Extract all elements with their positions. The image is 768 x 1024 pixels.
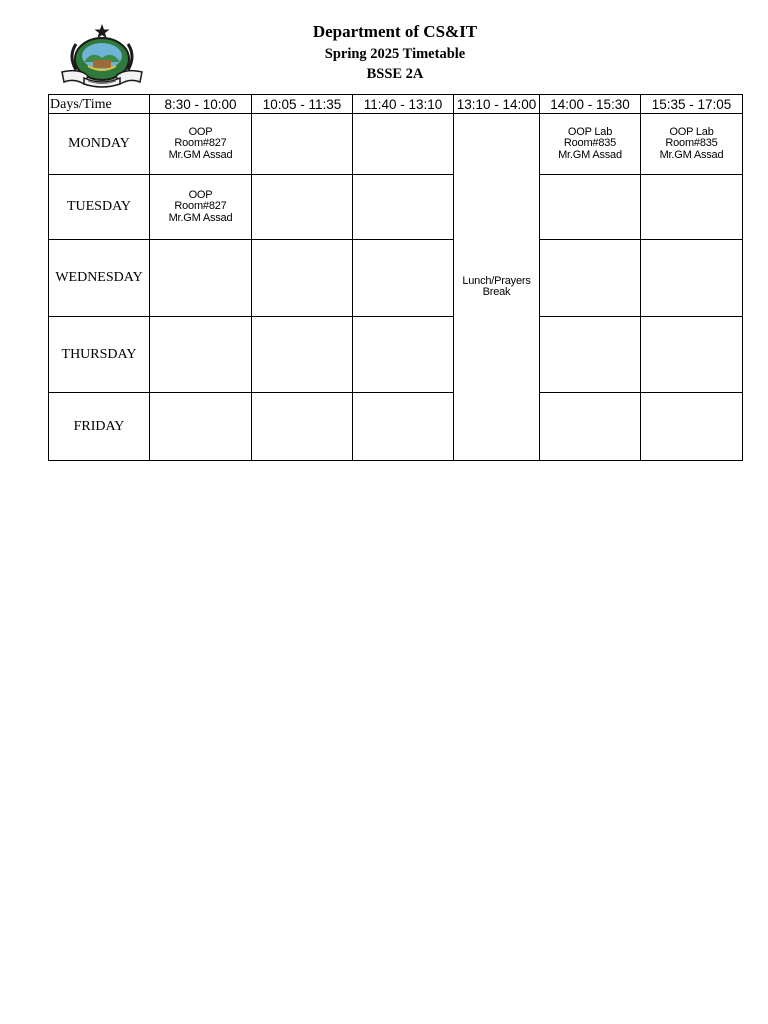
header-row <box>49 95 743 114</box>
day-label: THURSDAY <box>49 317 150 393</box>
time-slot-header: 10:05 - 11:35 <box>252 95 353 114</box>
day-row-monday <box>49 114 743 175</box>
course-name: OOP Lab <box>669 125 714 138</box>
empty-cell <box>641 317 743 393</box>
lunch-break-cell <box>454 114 540 461</box>
empty-cell <box>353 114 454 175</box>
empty-cell <box>252 393 353 461</box>
empty-cell <box>540 240 641 317</box>
department-title: Department of CS&IT <box>312 22 478 41</box>
class-cell <box>540 114 641 175</box>
room-number: Room#827 <box>174 200 227 213</box>
course-name: OOP <box>188 188 213 201</box>
title-block <box>0 20 768 85</box>
empty-cell <box>353 393 454 461</box>
time-slot-header: 15:35 - 17:05 <box>641 95 743 114</box>
course-name: OOP <box>188 125 213 138</box>
room-number: Room#827 <box>174 137 227 150</box>
day-row-friday <box>49 393 743 461</box>
empty-cell <box>540 175 641 240</box>
day-label: TUESDAY <box>49 175 150 240</box>
day-row-tuesday <box>49 175 743 240</box>
room-number: Room#835 <box>665 137 718 150</box>
empty-cell <box>150 317 252 393</box>
time-slot-header: 14:00 - 15:30 <box>540 95 641 114</box>
time-slot-header: 11:40 - 13:10 <box>353 95 454 114</box>
empty-cell <box>150 393 252 461</box>
empty-cell <box>252 240 353 317</box>
empty-cell <box>353 240 454 317</box>
class-cell <box>150 114 252 175</box>
day-row-thursday <box>49 317 743 393</box>
break-label-line: Lunch/Prayers <box>462 274 531 287</box>
time-slot-header: 13:10 - 14:00 <box>454 95 540 114</box>
empty-cell <box>150 240 252 317</box>
empty-cell <box>540 393 641 461</box>
break-label-line: Break <box>482 286 511 298</box>
time-slot-header: 8:30 - 10:00 <box>150 95 252 114</box>
instructor-name: Mr.GM Assad <box>168 148 233 161</box>
instructor-name: Mr.GM Assad <box>168 211 233 224</box>
term-title: Spring 2025 Timetable <box>324 46 466 62</box>
empty-cell <box>252 317 353 393</box>
section-title: BSSE 2A <box>366 66 424 82</box>
day-row-wednesday <box>49 240 743 317</box>
empty-cell <box>540 317 641 393</box>
empty-cell <box>641 240 743 317</box>
empty-cell <box>641 393 743 461</box>
day-label: WEDNESDAY <box>49 240 150 317</box>
class-cell <box>641 114 743 175</box>
instructor-name: Mr.GM Assad <box>558 148 622 161</box>
room-number: Room#835 <box>563 137 617 150</box>
empty-cell <box>641 175 743 240</box>
instructor-name: Mr.GM Assad <box>659 148 724 161</box>
day-label: FRIDAY <box>49 393 150 461</box>
class-cell <box>150 175 252 240</box>
empty-cell <box>252 114 353 175</box>
timetable <box>48 94 743 461</box>
course-name: OOP Lab <box>567 125 613 138</box>
empty-cell <box>252 175 353 240</box>
day-label: MONDAY <box>49 114 150 175</box>
corner-header: Days/Time <box>49 95 150 114</box>
empty-cell <box>353 317 454 393</box>
empty-cell <box>353 175 454 240</box>
